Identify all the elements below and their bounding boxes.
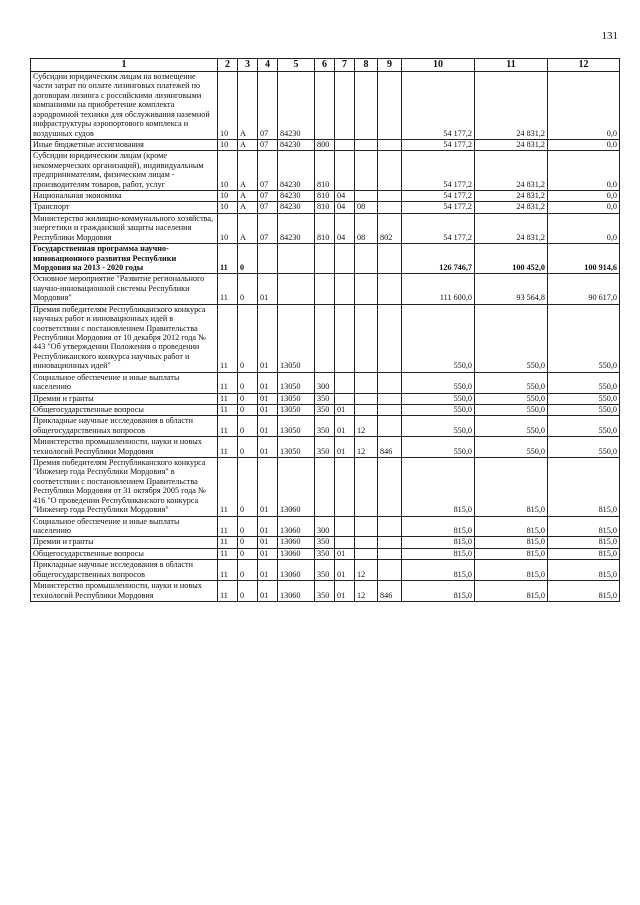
col-12-amount: 0,0 xyxy=(548,139,620,150)
col-9-cell xyxy=(378,560,402,581)
col-11-amount: 93 564,8 xyxy=(475,274,548,304)
table-row xyxy=(31,537,620,548)
col-6-cell: 350 xyxy=(315,560,335,581)
col-2-cell: 10 xyxy=(218,72,238,140)
col-2-cell: 11 xyxy=(218,458,238,517)
row-name: Транспорт xyxy=(31,202,218,213)
col-8-cell xyxy=(355,404,378,415)
col-8-cell: 12 xyxy=(355,560,378,581)
col-4-cell: 01 xyxy=(258,516,278,537)
col-8-cell xyxy=(355,244,378,274)
col-9-cell xyxy=(378,202,402,213)
col-12-amount: 90 617,0 xyxy=(548,274,620,304)
col-3-cell: 0 xyxy=(238,304,258,372)
col-5-cell: 13050 xyxy=(278,372,315,393)
table-row xyxy=(31,437,620,458)
col-11-amount: 24 831,2 xyxy=(475,202,548,213)
col-5-cell: 13060 xyxy=(278,548,315,559)
col-3-cell: 0 xyxy=(238,516,258,537)
col-6-cell: 350 xyxy=(315,581,335,602)
page-number: 131 xyxy=(601,30,618,42)
col-4-cell: 01 xyxy=(258,372,278,393)
col-10-amount: 815,0 xyxy=(402,516,475,537)
col-10-amount: 550,0 xyxy=(402,304,475,372)
row-name: Премия победителям Республиканского конкурса научных работ и инновационных идей в соответствии с постановлением Правительства Республики Мордовия от 10 декабря 2012 года № 443 "Об утверждении Положения о проведении Республиканского конкурса научных работ и инновационных идей" xyxy=(31,304,218,372)
col-9-cell xyxy=(378,139,402,150)
col-11-amount: 815,0 xyxy=(475,548,548,559)
col-4-cell: 01 xyxy=(258,458,278,517)
col-3-cell: А xyxy=(238,202,258,213)
column-header: 4 xyxy=(258,59,278,72)
col-2-cell: 10 xyxy=(218,213,238,243)
col-10-amount: 54 177,2 xyxy=(402,191,475,202)
row-name: Прикладные научные исследования в области общегосударственных вопросов xyxy=(31,416,218,437)
table-row xyxy=(31,372,620,393)
col-3-cell: 0 xyxy=(238,581,258,602)
col-2-cell: 11 xyxy=(218,416,238,437)
col-7-cell xyxy=(335,516,355,537)
col-7-cell xyxy=(335,151,355,191)
col-8-cell: 08 xyxy=(355,202,378,213)
row-name: Субсидии юридическим лицам на возмещение части затрат по оплате лизинговых платежей по договорам лизинга с российскими лизинговыми компаниями на приобретение комплекта аэродромной техники для обслуживания наземной инфраструктуры аэропортового комплекса и воздушных судов xyxy=(31,72,218,140)
table-body xyxy=(31,72,620,602)
col-9-cell xyxy=(378,404,402,415)
col-12-amount: 0,0 xyxy=(548,191,620,202)
col-6-cell: 810 xyxy=(315,151,335,191)
col-10-amount: 550,0 xyxy=(402,372,475,393)
col-4-cell xyxy=(258,244,278,274)
col-11-amount: 550,0 xyxy=(475,304,548,372)
col-2-cell: 11 xyxy=(218,560,238,581)
col-6-cell: 800 xyxy=(315,139,335,150)
col-3-cell: 0 xyxy=(238,437,258,458)
col-4-cell: 07 xyxy=(258,213,278,243)
col-12-amount: 550,0 xyxy=(548,393,620,404)
col-5-cell: 13060 xyxy=(278,516,315,537)
col-5-cell: 13060 xyxy=(278,458,315,517)
table-row xyxy=(31,393,620,404)
row-name: Социальное обеспечение и иные выплаты населению xyxy=(31,372,218,393)
col-8-cell: 08 xyxy=(355,213,378,243)
col-9-cell: 846 xyxy=(378,437,402,458)
col-6-cell: 300 xyxy=(315,516,335,537)
row-name: Премия победителям Республиканского конкурса "Инженер года Республики Мордовия" в соответствии с постановлением Правительства Республики Мордовия от 31 октября 2005 года № 416 "О проведении Республиканского конкурса "Инженер года Республики Мордовия" xyxy=(31,458,218,517)
col-3-cell: 0 xyxy=(238,404,258,415)
col-5-cell: 84230 xyxy=(278,151,315,191)
col-3-cell: А xyxy=(238,213,258,243)
col-8-cell xyxy=(355,393,378,404)
col-2-cell: 11 xyxy=(218,404,238,415)
col-3-cell: 0 xyxy=(238,372,258,393)
col-11-amount: 550,0 xyxy=(475,393,548,404)
col-10-amount: 54 177,2 xyxy=(402,202,475,213)
col-2-cell: 10 xyxy=(218,151,238,191)
table-row xyxy=(31,191,620,202)
col-7-cell: 04 xyxy=(335,202,355,213)
col-12-amount: 0,0 xyxy=(548,151,620,191)
col-4-cell: 01 xyxy=(258,304,278,372)
col-10-amount: 126 746,7 xyxy=(402,244,475,274)
col-2-cell: 11 xyxy=(218,581,238,602)
row-name: Иные бюджетные ассигнования xyxy=(31,139,218,150)
col-7-cell: 01 xyxy=(335,416,355,437)
col-4-cell: 07 xyxy=(258,151,278,191)
col-8-cell xyxy=(355,151,378,191)
col-6-cell: 300 xyxy=(315,372,335,393)
col-9-cell xyxy=(378,151,402,191)
column-header: 2 xyxy=(218,59,238,72)
col-3-cell: 0 xyxy=(238,393,258,404)
col-10-amount: 111 600,0 xyxy=(402,274,475,304)
col-7-cell xyxy=(335,537,355,548)
column-header: 8 xyxy=(355,59,378,72)
col-3-cell: А xyxy=(238,139,258,150)
col-7-cell xyxy=(335,304,355,372)
col-9-cell xyxy=(378,372,402,393)
col-5-cell: 13050 xyxy=(278,404,315,415)
col-5-cell: 13050 xyxy=(278,393,315,404)
col-5-cell: 84230 xyxy=(278,213,315,243)
col-4-cell: 07 xyxy=(258,139,278,150)
col-10-amount: 54 177,2 xyxy=(402,139,475,150)
col-11-amount: 24 831,2 xyxy=(475,72,548,140)
row-name: Министерство промышленности, науки и новых технологий Республики Мордовия xyxy=(31,581,218,602)
col-7-cell xyxy=(335,139,355,150)
col-4-cell: 07 xyxy=(258,72,278,140)
col-6-cell xyxy=(315,304,335,372)
col-8-cell xyxy=(355,274,378,304)
col-6-cell xyxy=(315,458,335,517)
row-name: Премии и гранты xyxy=(31,537,218,548)
col-6-cell: 350 xyxy=(315,404,335,415)
col-10-amount: 815,0 xyxy=(402,548,475,559)
col-9-cell xyxy=(378,274,402,304)
col-5-cell: 84230 xyxy=(278,202,315,213)
col-8-cell: 12 xyxy=(355,437,378,458)
row-name: Общегосударственные вопросы xyxy=(31,548,218,559)
col-6-cell: 810 xyxy=(315,202,335,213)
col-8-cell xyxy=(355,372,378,393)
col-5-cell: 13060 xyxy=(278,581,315,602)
column-header: 11 xyxy=(475,59,548,72)
col-6-cell xyxy=(315,274,335,304)
col-4-cell: 01 xyxy=(258,548,278,559)
col-8-cell xyxy=(355,458,378,517)
table-row xyxy=(31,244,620,274)
row-name: Прикладные научные исследования в области общегосударственных вопросов xyxy=(31,560,218,581)
col-10-amount: 550,0 xyxy=(402,437,475,458)
col-3-cell: 0 xyxy=(238,548,258,559)
col-3-cell: 0 xyxy=(238,416,258,437)
col-7-cell: 01 xyxy=(335,581,355,602)
col-10-amount: 54 177,2 xyxy=(402,72,475,140)
col-6-cell: 350 xyxy=(315,548,335,559)
table-row xyxy=(31,274,620,304)
col-8-cell xyxy=(355,191,378,202)
col-10-amount: 550,0 xyxy=(402,393,475,404)
col-7-cell: 04 xyxy=(335,191,355,202)
col-2-cell: 11 xyxy=(218,274,238,304)
col-10-amount: 550,0 xyxy=(402,416,475,437)
col-3-cell: А xyxy=(238,191,258,202)
col-4-cell: 01 xyxy=(258,581,278,602)
col-11-amount: 550,0 xyxy=(475,437,548,458)
col-5-cell xyxy=(278,274,315,304)
col-11-amount: 815,0 xyxy=(475,537,548,548)
col-9-cell: 846 xyxy=(378,581,402,602)
table-row xyxy=(31,548,620,559)
col-5-cell xyxy=(278,244,315,274)
table-row xyxy=(31,581,620,602)
col-2-cell: 11 xyxy=(218,244,238,274)
col-5-cell: 13060 xyxy=(278,537,315,548)
col-9-cell xyxy=(378,393,402,404)
col-11-amount: 815,0 xyxy=(475,560,548,581)
col-12-amount: 550,0 xyxy=(548,404,620,415)
column-header: 9 xyxy=(378,59,402,72)
col-11-amount: 815,0 xyxy=(475,458,548,517)
col-11-amount: 100 452,0 xyxy=(475,244,548,274)
table-row xyxy=(31,202,620,213)
table-row xyxy=(31,404,620,415)
col-2-cell: 11 xyxy=(218,437,238,458)
row-name: Министерство промышленности, науки и новых технологий Республики Мордовия xyxy=(31,437,218,458)
col-10-amount: 815,0 xyxy=(402,537,475,548)
col-10-amount: 815,0 xyxy=(402,458,475,517)
col-9-cell xyxy=(378,191,402,202)
col-11-amount: 815,0 xyxy=(475,516,548,537)
col-5-cell: 13050 xyxy=(278,304,315,372)
col-11-amount: 550,0 xyxy=(475,416,548,437)
table-row xyxy=(31,304,620,372)
row-name: Социальное обеспечение и иные выплаты населению xyxy=(31,516,218,537)
col-3-cell: А xyxy=(238,151,258,191)
col-4-cell: 01 xyxy=(258,274,278,304)
col-9-cell xyxy=(378,304,402,372)
col-2-cell: 10 xyxy=(218,191,238,202)
col-2-cell: 11 xyxy=(218,372,238,393)
col-4-cell: 01 xyxy=(258,416,278,437)
col-12-amount: 550,0 xyxy=(548,416,620,437)
col-8-cell: 12 xyxy=(355,416,378,437)
col-6-cell xyxy=(315,244,335,274)
col-11-amount: 550,0 xyxy=(475,404,548,415)
row-name: Основное мероприятие "Развитие регионального научно-инновационной системы Республики Мордовия" xyxy=(31,274,218,304)
table-row xyxy=(31,416,620,437)
col-2-cell: 11 xyxy=(218,304,238,372)
col-7-cell xyxy=(335,393,355,404)
table-row xyxy=(31,458,620,517)
col-7-cell xyxy=(335,244,355,274)
table-row xyxy=(31,213,620,243)
column-header: 3 xyxy=(238,59,258,72)
col-12-amount: 815,0 xyxy=(548,560,620,581)
col-12-amount: 815,0 xyxy=(548,581,620,602)
col-11-amount: 550,0 xyxy=(475,372,548,393)
col-11-amount: 24 831,2 xyxy=(475,151,548,191)
row-name: Премии и гранты xyxy=(31,393,218,404)
col-9-cell xyxy=(378,516,402,537)
col-4-cell: 07 xyxy=(258,191,278,202)
col-6-cell: 350 xyxy=(315,437,335,458)
col-5-cell: 13060 xyxy=(278,560,315,581)
col-8-cell xyxy=(355,72,378,140)
col-9-cell xyxy=(378,244,402,274)
col-6-cell xyxy=(315,72,335,140)
col-7-cell xyxy=(335,274,355,304)
col-3-cell: 0 xyxy=(238,244,258,274)
col-4-cell: 07 xyxy=(258,202,278,213)
col-7-cell: 01 xyxy=(335,404,355,415)
col-5-cell: 84230 xyxy=(278,72,315,140)
col-6-cell: 350 xyxy=(315,393,335,404)
col-12-amount: 815,0 xyxy=(548,537,620,548)
col-7-cell: 04 xyxy=(335,213,355,243)
column-header: 10 xyxy=(402,59,475,72)
col-7-cell xyxy=(335,372,355,393)
col-2-cell: 11 xyxy=(218,393,238,404)
row-name: Государственная программа научно-инновационного развития Республики Мордовия на 2013 - 2020 годы xyxy=(31,244,218,274)
col-7-cell: 01 xyxy=(335,548,355,559)
col-9-cell xyxy=(378,458,402,517)
col-5-cell: 84230 xyxy=(278,191,315,202)
col-11-amount: 24 831,2 xyxy=(475,191,548,202)
col-4-cell: 01 xyxy=(258,560,278,581)
col-12-amount: 550,0 xyxy=(548,304,620,372)
row-name: Субсидии юридическим лицам (кроме некоммерческих организаций), индивидуальным предпринимателям, физическим лицам - производителям товаров, работ, услуг xyxy=(31,151,218,191)
col-4-cell: 01 xyxy=(258,404,278,415)
col-6-cell: 810 xyxy=(315,191,335,202)
col-3-cell: 0 xyxy=(238,458,258,517)
col-3-cell: 0 xyxy=(238,560,258,581)
col-12-amount: 550,0 xyxy=(548,437,620,458)
table-row xyxy=(31,516,620,537)
col-12-amount: 0,0 xyxy=(548,202,620,213)
col-2-cell: 11 xyxy=(218,548,238,559)
column-header: 1 xyxy=(31,59,218,72)
col-7-cell xyxy=(335,72,355,140)
col-3-cell: 0 xyxy=(238,537,258,548)
col-7-cell: 01 xyxy=(335,560,355,581)
col-12-amount: 100 914,6 xyxy=(548,244,620,274)
col-4-cell: 01 xyxy=(258,437,278,458)
col-2-cell: 10 xyxy=(218,202,238,213)
col-10-amount: 550,0 xyxy=(402,404,475,415)
row-name: Национальная экономика xyxy=(31,191,218,202)
table-row xyxy=(31,151,620,191)
col-9-cell xyxy=(378,537,402,548)
col-4-cell: 01 xyxy=(258,393,278,404)
col-3-cell: 0 xyxy=(238,274,258,304)
col-8-cell: 12 xyxy=(355,581,378,602)
col-10-amount: 54 177,2 xyxy=(402,151,475,191)
col-6-cell: 810 xyxy=(315,213,335,243)
col-10-amount: 815,0 xyxy=(402,581,475,602)
col-9-cell xyxy=(378,548,402,559)
column-header: 12 xyxy=(548,59,620,72)
table-row xyxy=(31,72,620,140)
col-5-cell: 13050 xyxy=(278,437,315,458)
col-11-amount: 24 831,2 xyxy=(475,139,548,150)
col-9-cell xyxy=(378,72,402,140)
col-12-amount: 815,0 xyxy=(548,458,620,517)
col-11-amount: 815,0 xyxy=(475,581,548,602)
header-row xyxy=(31,59,620,72)
row-name: Общегосударственные вопросы xyxy=(31,404,218,415)
col-12-amount: 0,0 xyxy=(548,213,620,243)
col-7-cell xyxy=(335,458,355,517)
col-8-cell xyxy=(355,139,378,150)
col-6-cell: 350 xyxy=(315,537,335,548)
col-8-cell xyxy=(355,304,378,372)
col-2-cell: 10 xyxy=(218,139,238,150)
col-3-cell: А xyxy=(238,72,258,140)
col-8-cell xyxy=(355,516,378,537)
col-4-cell: 01 xyxy=(258,537,278,548)
col-8-cell xyxy=(355,537,378,548)
col-2-cell: 11 xyxy=(218,537,238,548)
col-6-cell: 350 xyxy=(315,416,335,437)
col-10-amount: 54 177,2 xyxy=(402,213,475,243)
row-name: Министерство жилищно-коммунального хозяйства, энергетики и гражданской защиты населения Республики Мордовия xyxy=(31,213,218,243)
budget-table xyxy=(30,58,620,602)
col-11-amount: 24 831,2 xyxy=(475,213,548,243)
column-header: 5 xyxy=(278,59,315,72)
col-12-amount: 815,0 xyxy=(548,516,620,537)
table-row xyxy=(31,139,620,150)
col-12-amount: 815,0 xyxy=(548,548,620,559)
col-12-amount: 550,0 xyxy=(548,372,620,393)
col-5-cell: 84230 xyxy=(278,139,315,150)
col-7-cell: 01 xyxy=(335,437,355,458)
col-2-cell: 11 xyxy=(218,516,238,537)
col-10-amount: 815,0 xyxy=(402,560,475,581)
col-5-cell: 13050 xyxy=(278,416,315,437)
column-header: 7 xyxy=(335,59,355,72)
col-12-amount: 0,0 xyxy=(548,72,620,140)
col-8-cell xyxy=(355,548,378,559)
col-9-cell xyxy=(378,416,402,437)
column-header: 6 xyxy=(315,59,335,72)
col-9-cell: 802 xyxy=(378,213,402,243)
table-row xyxy=(31,560,620,581)
